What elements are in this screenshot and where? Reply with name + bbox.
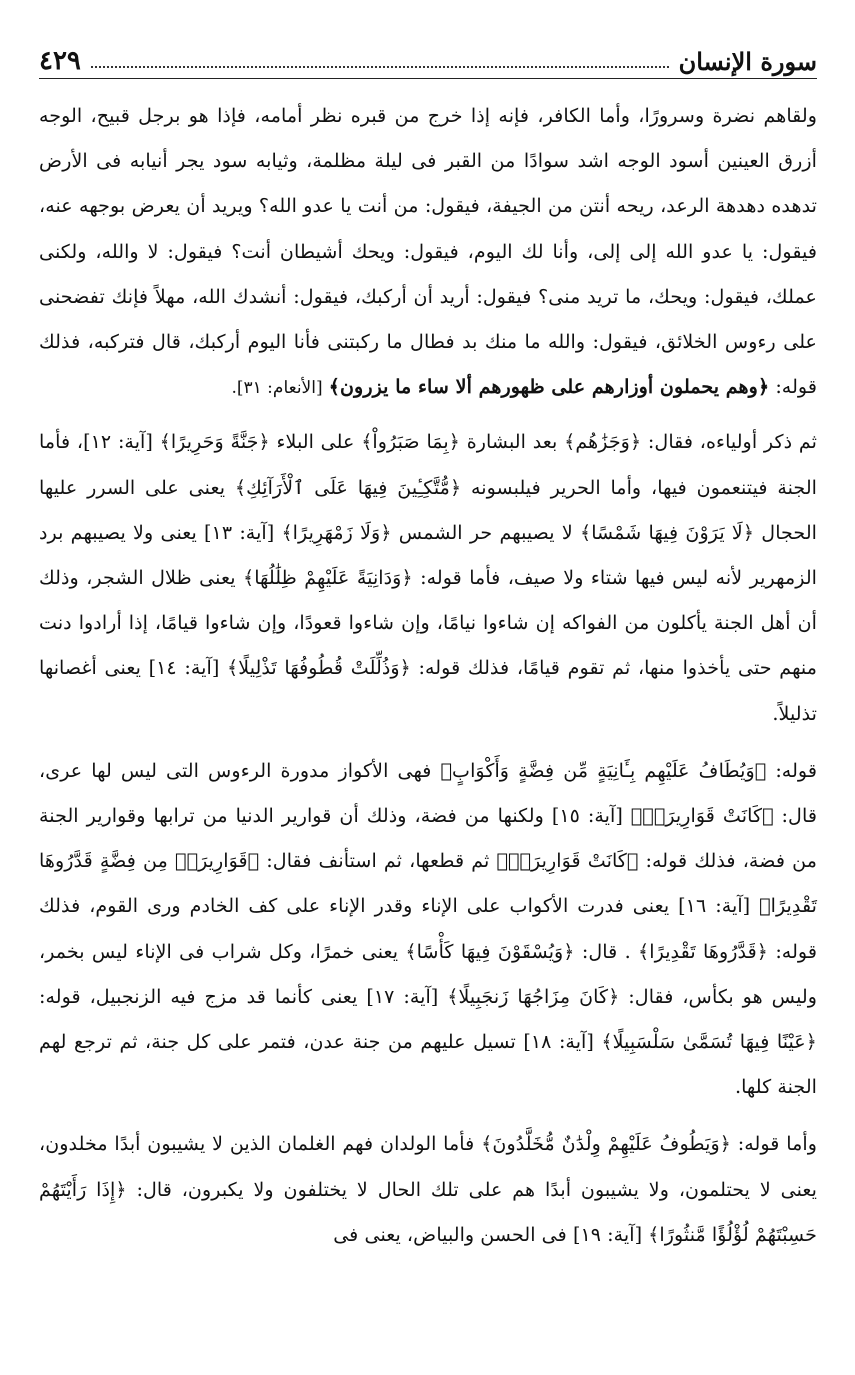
- paragraph-4: وأما قوله: ﴿وَيَطُوفُ عَلَيْهِمْ وِلْدَٰنٌ مُّخَلَّدُونَ﴾ فأما الولدان فهم الغلمان الذين لا يشيبون أبدًا مخلدون، يعنى لا يحتلمون، ولا يشيبون أبدًا هم على تلك الحال لا يختلفون ولا يكبرون، قال: ﴿إِذَا رَأَيْتَهُمْ حَسِبْتَهُمْ لُؤْلُؤًا مَّنثُورًا﴾ [آية: ١٩] فى الحسن والبياض، يعنى فى: [39, 1132, 817, 1246]
- page-number: ٤٢٩: [39, 46, 81, 76]
- running-title: سورة الإنسان: [678, 47, 817, 76]
- verse-reference: [الأنعام: ٣١].: [231, 378, 323, 399]
- page-header: [39, 32, 817, 79]
- header-dot-leader: [91, 65, 669, 68]
- book-page: [39, 32, 817, 1269]
- paragraph-2: ثم ذكر أولياءه، فقال: ﴿وَجَزَٰهُم﴾ بعد البشارة ﴿بِمَا صَبَرُواْ﴾ على البلاء ﴿جَنَّةً وَحَرِيرًا﴾ [آية: ١٢]، فأما الجنة فيتنعمون فيها، وأما الحرير فيلبسونه ﴿مُّتَّكِـِٔينَ فِيهَا عَلَى ٱلْأَرَآئِكِ﴾ يعنى على السرر عليها الحجال ﴿لَا يَرَوْنَ فِيهَا شَمْسًا﴾ لا يصيبهم حر الشمس ﴿وَلَا زَمْهَرِيرًا﴾ [آية: ١٣] يعنى ولا يصيبهم برد الزمهرير لأنه ليس فيها شتاء ولا صيف، فأما قوله: ﴿وَدَانِيَةً عَلَيْهِمْ ظِلَٰلُهَا﴾ يعنى ظلال الشجر، وذلك أن أهل الجنة يأكلون من الفواكه إن شاءوا نيامًا، وإن شاءوا قعودًا، وإن شاءوا قيامًا، إذا أرادوا دنت منهم حتى يأخذوا منها، ثم تقوم قيامًا، فذلك قوله: ﴿وَذُلِّلَتْ قُطُوفُهَا تَذْلِيلًا﴾ [آية: ١٤] يعنى أغصانها تذليلاً.: [39, 430, 818, 725]
- quran-quote: ﴿وهم يحملون أوزارهم على ظهورهم ألا ساء ما يزرون﴾: [328, 375, 770, 399]
- paragraph-3: قوله: ﴿وَيُطَافُ عَلَيْهِم بِـَٔانِيَةٍ مِّن فِضَّةٍ وَأَكْوَابٍ﴾ فهى الأكواز مدورة الرءوس التى ليس لها عرى، قال: ﴿كَانَتْ قَوَارِيرَا۠﴾ [آية: ١٥] ولكنها من فضة، وذلك أن قوارير الدنيا من ترابها وقوارير الجنة من فضة، فذلك قوله: ﴿كَانَتْ قَوَارِيرَا۠﴾ ثم قطعها، ثم استأنف فقال: ﴿قَوَارِيرَا۟ مِن فِضَّةٍ قَدَّرُوهَا تَقْدِيرًا﴾ [آية: ١٦] يعنى فدرت الأكواب على الإناء وقدر الإناء على كف الخادم ورى القوم، فذلك قوله: ﴿قَدَّرُوهَا تَقْدِيرًا﴾ . قال: ﴿وَيُسْقَوْنَ فِيهَا كَأْسًا﴾ يعنى خمرًا، وكل شراب فى الإناء ليس بخمر، وليس هو بكأس، فقال: ﴿كَانَ مِزَاجُهَا زَنجَبِيلًا﴾ [آية: ١٧] يعنى كأنما قد مزج فيه الزنجبيل، قوله: ﴿عَيْنًا فِيهَا تُسَمَّىٰ سَلْسَبِيلًا﴾ [آية: ١٨] تسيل عليهم من جنة عدن، فتمر على كل جنة، ثم ترجع لهم الجنة كلها.: [39, 758, 818, 1099]
- paragraph-1: [39, 93, 817, 411]
- paragraph-1-text: ولقاهم نضرة وسرورًا، وأما الكافر، فإنه إذا خرج من قبره نظر أمامه، فإذا هو برجل قبيح، الوجه أزرق العينين أسود الوجه اشد سوادًا من القبر فى ليلة مظلمة، وثيابه سود يجر أنيابه فى الأرض تدهده دهدهة الرعد، ريحه أنتن من الجيفة، فيقول: من أنت يا عدو الله؟ ويريد أن يعرض بوجهه عنه، فيقول: يا عدو الله إلى إلى، وأنا لك اليوم، فيقول: ويحك أشيطان أنت؟ فيقول: لا والله، ولكنى عملك، فيقول: ويحك، ما تريد منى؟ فيقول: أريد أن أركبك، فيقول: أنشدك الله، مهلاً فإنك تفضحنى على رءوس الخلائق، فيقول: والله ما منك بد فطال ما ركبتنى فأنا اليوم أركبك، قال فتركبه، فذلك قوله:: [39, 104, 817, 399]
